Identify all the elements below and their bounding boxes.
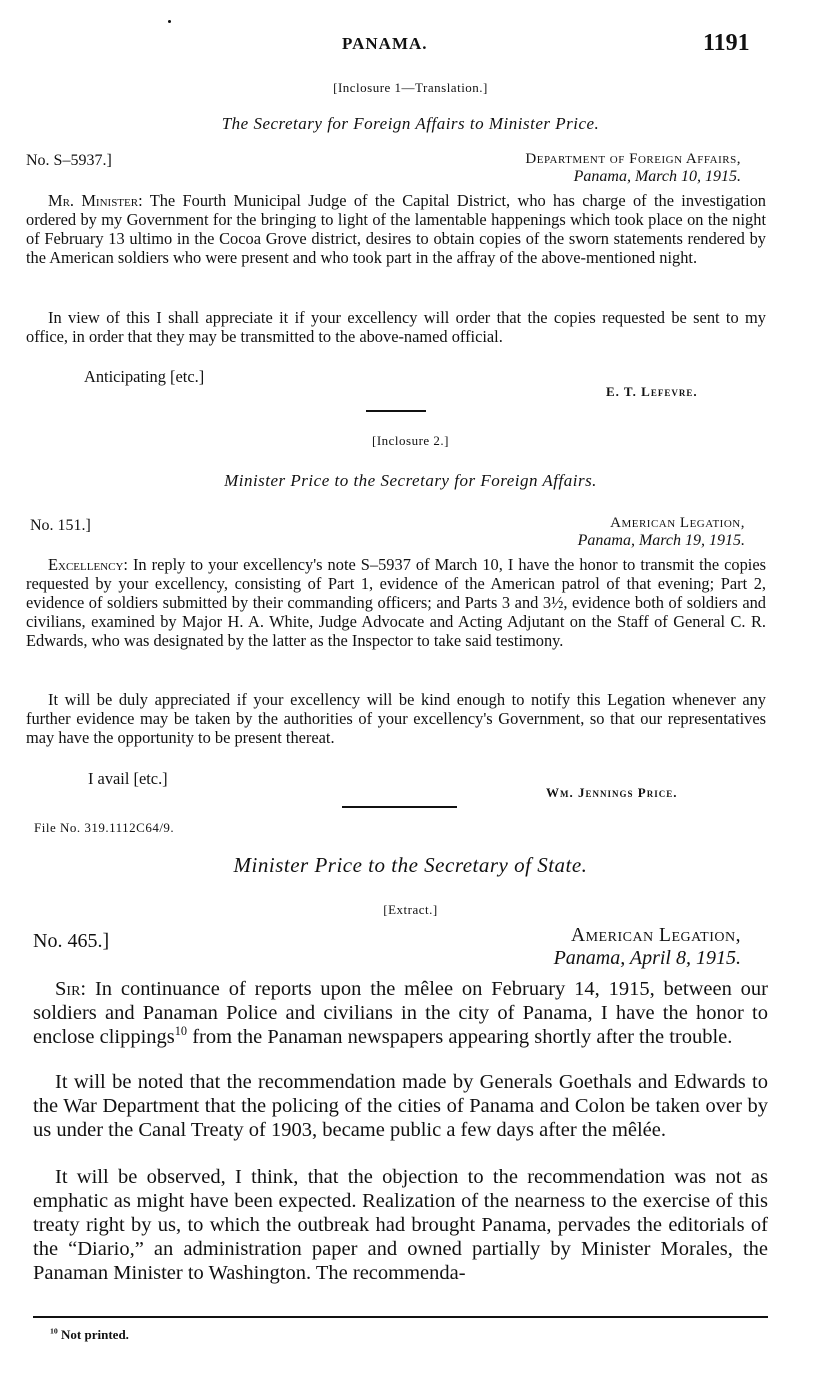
footnote-ref: 10 bbox=[174, 1024, 188, 1039]
address-line-2: Panama, March 10, 1915. bbox=[573, 168, 741, 185]
paragraph-text: In reply to your excellency's note S–5937 of March 10, I have the honor to transmit the copies requested by your excellency, consisting of Part 1, evidence of the American patrol of that evening; Part 2, evidence of soldiers submitted by their commanding officers; and Parts 3 and 3½, evidence both of soldiers and civilians, examined by Major H. A. White, Judge Advocate and Acting Adjutant on the Staff of General C. R. Edwards, who was designated by the latter as the Inspector to take said testimony. bbox=[26, 555, 766, 650]
inclosure-2-label: [Inclosure 2.] bbox=[371, 433, 450, 448]
letter-3-number: No. 465.] bbox=[33, 930, 110, 952]
section-rule bbox=[366, 410, 426, 412]
letter-1-paragraph-1 bbox=[26, 191, 766, 267]
letter-1-paragraph-2: In view of this I shall appreciate it if your excellency will order that the copies requested be sent to my office, in order that they may be transmitted to the above-named official. bbox=[26, 308, 766, 346]
running-head bbox=[0, 30, 821, 54]
salutation: Excellency: bbox=[48, 555, 128, 574]
letter-3-paragraph-2: It will be noted that the recommendation made by Generals Goethals and Edwards to the War Department that the policing of the cities of Panama and Colon be taken over by us under the Canal Treaty of 1903, became public a few days after the mêlée. bbox=[33, 1071, 768, 1142]
paragraph-text: In continuance of reports upon the mêlee on February 14, 1915, between our soldiers and Panaman Police and civilians in the city of Panama, I have the honor to enclose clippings bbox=[33, 978, 768, 1049]
letter-3-heading: Minister Price to the Secretary of State. bbox=[233, 853, 588, 877]
address-line-1: American Legation, bbox=[610, 515, 745, 531]
page-number: 1191 bbox=[703, 30, 750, 56]
address-line-2: Panama, March 19, 1915. bbox=[577, 532, 745, 549]
letter-2-heading: Minister Price to the Secretary for Foreign Affairs. bbox=[224, 471, 597, 490]
extract-label: [Extract.] bbox=[383, 902, 438, 917]
letter-2-paragraph-1 bbox=[26, 555, 766, 650]
letter-1-address bbox=[525, 150, 741, 186]
letter-3-address bbox=[554, 924, 741, 970]
letter-1-signature: E. T. Lefevre. bbox=[606, 384, 698, 399]
letter-2-signature: Wm. Jennings Price. bbox=[546, 785, 678, 800]
footnote-rule bbox=[33, 1316, 768, 1318]
letter-1-heading: The Secretary for Foreign Affairs to Minister Price. bbox=[221, 114, 600, 133]
letter-1-number: No. S–5937.] bbox=[26, 152, 112, 169]
address-line-1: Department of Foreign Affairs, bbox=[525, 151, 741, 167]
salutation: Mr. Minister: bbox=[48, 191, 143, 210]
letter-2-number: No. 151.] bbox=[30, 517, 91, 534]
running-title: PANAMA. bbox=[342, 34, 428, 53]
letter-2-paragraph-2: It will be duly appreciated if your excellency will be kind enough to notify this Legation whenever any further evidence may be taken by the authorities of your excellency's Government, so that our representatives may have the opportunity to be present thereat. bbox=[26, 690, 766, 747]
footnote bbox=[50, 1327, 129, 1343]
stray-mark bbox=[168, 20, 171, 23]
paragraph-text: The Fourth Municipal Judge of the Capital District, who has charge of the investigation ordered by my Government for the bringing to light of the lamentable happenings which took place on the night of February 13 ultimo in the Cocoa Grove district, desires to obtain copies of the sworn statements rendered by the American soldiers who were present and who took part in the affray of the above-mentioned night. bbox=[26, 191, 766, 267]
paragraph-text-cont: from the Panaman newspapers appearing shortly after the trouble. bbox=[187, 1026, 733, 1049]
letter-1-closing: Anticipating [etc.] bbox=[84, 367, 205, 386]
inclosure-1-label: [Inclosure 1—Translation.] bbox=[333, 80, 488, 95]
address-line-1: American Legation, bbox=[571, 925, 741, 946]
letter-3-paragraph-3: It will be observed, I think, that the objection to the recommendation was not as emphatic as might have been expected. Realization of the nearness to the exercise of this treaty right by us, to which the outbreak had brought Panama, pervades the editorials of the “Diario,” an administration paper and owned partially by Minister Morales, the Panaman Minister to Washington. The recommenda- bbox=[33, 1166, 768, 1285]
address-line-2: Panama, April 8, 1915. bbox=[553, 947, 741, 969]
letter-3-paragraph-1 bbox=[33, 977, 768, 1049]
section-rule bbox=[342, 806, 457, 808]
letter-2-address bbox=[578, 514, 745, 550]
footnote-marker: 10 bbox=[50, 1326, 58, 1336]
salutation: Sir: bbox=[55, 978, 87, 1000]
letter-2-closing: I avail [etc.] bbox=[88, 769, 168, 788]
footnote-text: Not printed. bbox=[57, 1327, 129, 1342]
file-number: File No. 319.1112C64/9. bbox=[34, 820, 175, 835]
